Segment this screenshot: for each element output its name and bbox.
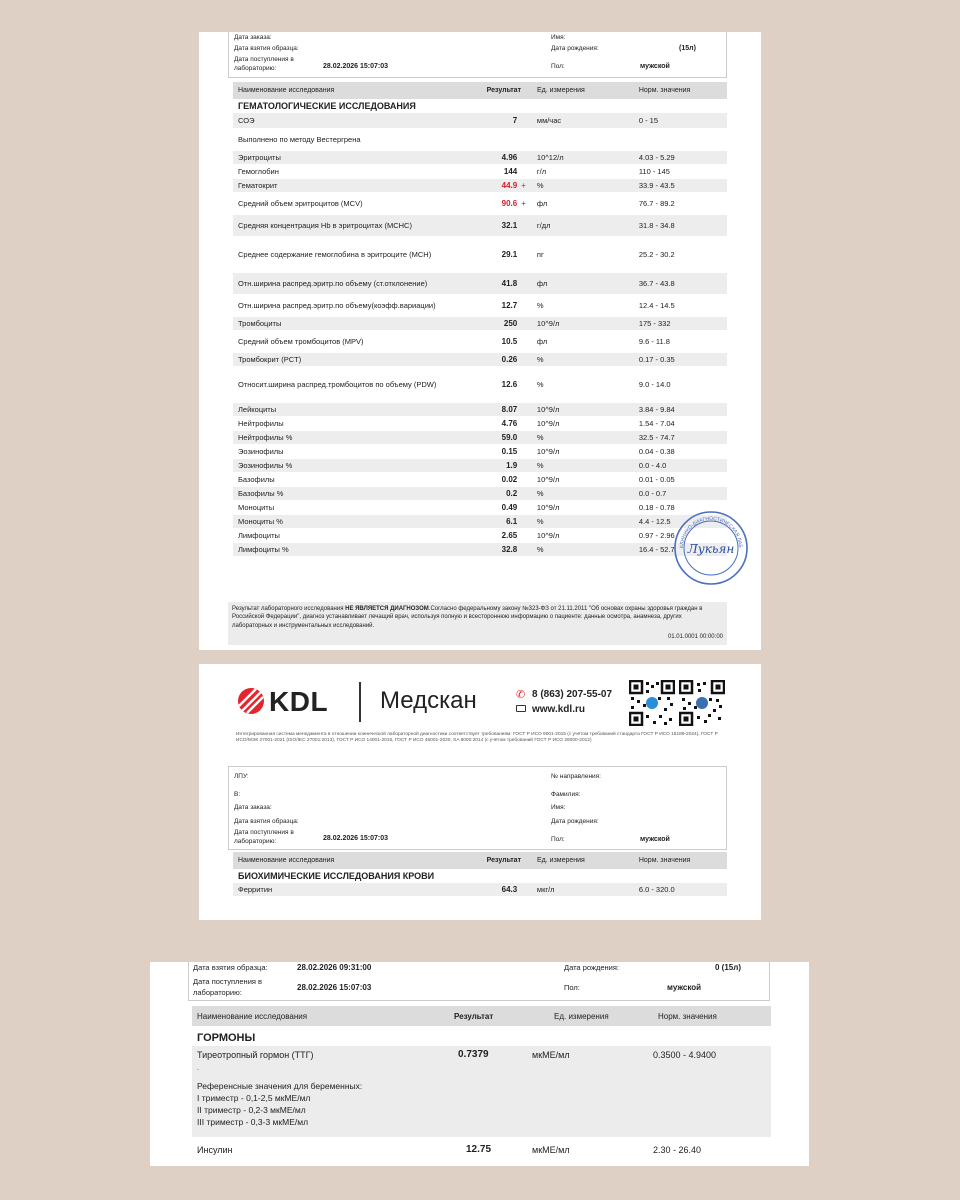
row-value: 59.0 — [501, 433, 518, 442]
row-name: Средний объем тромбоцитов (MPV) — [238, 337, 364, 346]
row-value: 250 — [503, 319, 518, 328]
row-name: Выполнено по методу Вестергрена — [238, 135, 361, 144]
row-value: 10.5 — [501, 337, 518, 346]
row-value: 12.6 — [501, 380, 518, 389]
table-row — [233, 543, 727, 557]
row-norm: 4.4 - 12.5 — [638, 517, 671, 526]
table-header — [192, 1006, 771, 1026]
row-unit: мм/час — [536, 116, 562, 125]
row-norm: 0.17 - 0.35 — [638, 355, 675, 364]
tsh-value: 0.7379 — [458, 1049, 489, 1060]
row-name: Нейтрофилы % — [238, 433, 293, 442]
v-label: В: — [234, 791, 241, 798]
row-norm: 0.01 - 0.05 — [638, 475, 675, 484]
results-table — [233, 82, 727, 557]
row-norm: 31.8 - 34.8 — [638, 221, 675, 230]
table-row — [233, 883, 727, 897]
row-value: 1.9 — [506, 461, 518, 470]
table-row — [233, 515, 727, 529]
section-title: ГЕМАТОЛОГИЧЕСКИЕ ИССЛЕДОВАНИЯ — [238, 101, 416, 111]
row-unit: 10^12/л — [536, 153, 564, 162]
row-value: 4.96 — [501, 153, 518, 162]
table-row — [233, 331, 727, 353]
table-row — [233, 431, 727, 445]
brand-kdl: KDL — [269, 686, 329, 717]
header-result: Результат — [454, 1011, 494, 1021]
row-unit: 10^9/л — [536, 419, 560, 428]
row-unit: пг — [536, 250, 544, 259]
lab-received-label: Дата поступления в — [234, 829, 294, 836]
sex-value: мужской — [640, 63, 670, 70]
row-norm: 0.18 - 0.78 — [638, 503, 675, 512]
patient-info-box — [228, 766, 727, 850]
table-row — [233, 317, 727, 331]
header-name: Наименование исследования — [238, 857, 335, 864]
table-row — [233, 445, 727, 459]
results-rows — [233, 113, 727, 557]
trimester-3: III триместр - 0,3-3 мкМЕ/мл — [197, 1117, 309, 1127]
row-norm: 110 - 145 — [638, 167, 670, 176]
sex-label: Пол: — [551, 63, 565, 70]
row-name: Отн.ширина распред.эритр.по объему(коэфф.вариации) — [238, 301, 436, 310]
row-norm: 175 - 332 — [638, 319, 671, 328]
name-label: Имя: — [551, 34, 566, 41]
phone-number: 8 (863) 207-55-07 — [532, 689, 613, 700]
header-norm: Норм. значения — [658, 1011, 717, 1021]
insulin-norm: 2.30 - 26.40 — [653, 1145, 702, 1155]
row-norm: 1.54 - 7.04 — [638, 419, 675, 428]
row-value: 44.9 — [501, 181, 518, 190]
row-unit: 10^9/л — [536, 447, 560, 456]
sample-date-label: Дата взятия образца: — [234, 818, 299, 825]
table-row — [233, 237, 727, 273]
table-row — [233, 367, 727, 403]
row-name: Моноциты — [238, 503, 275, 512]
row-unit: % — [536, 545, 544, 554]
table-header — [233, 852, 727, 869]
lab-received-label: Дата поступления в — [193, 977, 263, 986]
row-unit: % — [536, 355, 544, 364]
insulin-value: 12.75 — [466, 1144, 492, 1155]
row-flag: + — [521, 199, 526, 208]
row-name: Эозинофилы % — [238, 461, 293, 470]
row-value: 29.1 — [501, 250, 518, 259]
row-unit: г/дл — [536, 221, 551, 230]
row-unit: % — [536, 380, 544, 389]
row-name: СОЭ — [238, 116, 255, 125]
row-value: 144 — [503, 167, 518, 176]
row-value: 0.2 — [506, 489, 518, 498]
row-value: 2.65 — [501, 531, 518, 540]
row-value: 0.02 — [501, 475, 518, 484]
row-norm: 36.7 - 43.8 — [638, 279, 675, 288]
website: www.kdl.ru — [532, 704, 585, 715]
row-value: 7 — [512, 116, 518, 125]
row-value: 0.26 — [501, 355, 518, 364]
tsh-name: Тиреотропный гормон (ТТГ) — [197, 1050, 314, 1060]
table-row — [233, 529, 727, 543]
row-norm: 0.04 - 0.38 — [638, 447, 675, 456]
row-name: Лимфоциты — [238, 531, 280, 540]
row-unit: фл — [536, 199, 548, 208]
table-row — [233, 473, 727, 487]
table-row — [233, 179, 727, 193]
sex-label: Пол: — [564, 983, 580, 992]
table-row — [233, 459, 727, 473]
row-name: Средняя концентрация Hb в эритроцитах (MCHC) — [238, 221, 412, 230]
row-norm: 25.2 - 30.2 — [638, 250, 675, 259]
results-table — [233, 852, 727, 897]
table-row — [233, 273, 727, 295]
svg-text:КЛИНИКО-ДИАГНОСТИЧЕСКАЯ ЛАБОРА: КЛИНИКО-ДИАГНОСТИЧЕСКАЯ ЛАБ — [678, 515, 744, 549]
row-value: 12.7 — [501, 301, 518, 310]
patient-info-box — [188, 962, 770, 1001]
header-unit: Ед. измерения — [554, 1011, 609, 1021]
row-unit: % — [536, 301, 544, 310]
telegram-qr-icon — [629, 680, 675, 726]
birth-label: Дата рождения: — [564, 963, 619, 972]
tsh-norm: 0.3500 - 4.9400 — [653, 1050, 717, 1060]
lpu-label: ЛПУ: — [234, 773, 249, 780]
header-norm: Норм. значения — [638, 857, 691, 864]
row-name: Моноциты % — [238, 517, 283, 526]
table-row — [233, 215, 727, 237]
phone-icon: ✆ — [516, 689, 526, 701]
table-row — [233, 193, 727, 215]
table-row — [233, 353, 727, 367]
lab-received-label: Дата поступления в — [234, 56, 294, 63]
row-norm: 0 - 15 — [638, 116, 658, 125]
row-name: Тромбоциты — [238, 319, 282, 328]
row-value: 8.07 — [501, 405, 518, 414]
row-norm: 76.7 - 89.2 — [638, 199, 675, 208]
row-norm: 4.03 - 5.29 — [638, 153, 675, 162]
header-result: Результат — [486, 87, 522, 94]
tsh-unit: мкМЕ/мл — [532, 1050, 570, 1060]
row-unit: 10^9/л — [536, 405, 560, 414]
header-norm: Норм. значения — [638, 87, 691, 94]
row-value: 32.8 — [501, 545, 518, 554]
vk-qr-icon — [679, 680, 725, 726]
row-norm: 0.0 - 0.7 — [638, 489, 667, 498]
row-name: Базофилы % — [238, 489, 284, 498]
monitor-icon — [516, 705, 526, 712]
pregnancy-title: Референсные значения для беременных: — [197, 1081, 363, 1091]
brand-divider — [359, 682, 361, 722]
birth-label: Дата рождения: — [551, 818, 599, 825]
sample-date-value: 28.02.2026 09:31:00 — [297, 963, 372, 972]
sex-value: мужской — [667, 983, 702, 992]
row-name: Гематокрит — [238, 181, 278, 190]
order-date-label: Дата заказа: — [234, 804, 272, 811]
lab-received-label-2: лабораторию: — [234, 838, 277, 845]
row-name: Нейтрофилы — [238, 419, 284, 428]
table-row — [233, 151, 727, 165]
row-value: 41.8 — [501, 279, 518, 288]
row-value: 4.76 — [501, 419, 518, 428]
table-row — [233, 113, 727, 129]
table-row — [233, 487, 727, 501]
row-name: Отн.ширина распред.эритр.по объему (ст.отклонение) — [238, 279, 428, 288]
order-date-label: Дата заказа: — [234, 34, 272, 41]
header-unit: Ед. измерения — [537, 857, 585, 864]
header-unit: Ед. измерения — [537, 87, 585, 94]
row-name: Ферритин — [238, 885, 273, 894]
footer-code: 01.01.0001 00:00:00 — [667, 634, 723, 641]
birth-value: (15л) — [679, 45, 696, 52]
pregnancy-refs — [197, 1080, 362, 1128]
row-unit: % — [536, 517, 544, 526]
row-name: Относит.ширина распред.тромбоцитов по объему (PDW) — [238, 380, 437, 389]
trimester-2: II триместр - 0,2-3 мкМЕ/мл — [197, 1105, 306, 1115]
hematology-sheet — [199, 32, 761, 650]
row-norm: 3.84 - 9.84 — [638, 405, 675, 414]
table-header — [233, 82, 727, 99]
biochemistry-sheet — [199, 664, 761, 920]
row-norm: 9.6 - 11.8 — [638, 337, 670, 346]
row-norm: 9.0 - 14.0 — [638, 380, 671, 389]
table-row — [233, 501, 727, 515]
lab-received-label-2: лабораторию: — [234, 65, 277, 72]
signature: Лукьян — [687, 542, 735, 556]
row-value: 90.6 — [501, 199, 518, 208]
direction-label: № направления: — [551, 773, 601, 780]
row-unit: 10^9/л — [536, 531, 560, 540]
row-name: Эозинофилы — [238, 447, 284, 456]
birth-label: Дата рождения: — [551, 45, 599, 52]
row-unit: мкг/л — [536, 885, 555, 894]
row-name: Базофилы — [238, 475, 275, 484]
table-row — [233, 295, 727, 317]
hormones-sheet — [150, 962, 809, 1166]
row-unit: % — [536, 433, 544, 442]
sample-date-label: Дата взятия образца: — [193, 963, 268, 972]
lab-received-value: 28.02.2026 15:07:03 — [323, 63, 388, 70]
tsh-block — [192, 1046, 771, 1137]
table-row — [233, 165, 727, 179]
row-name: Лимфоциты % — [238, 545, 289, 554]
row-unit: % — [536, 461, 544, 470]
brand-medscan: Медскан — [380, 687, 477, 714]
header-result: Результат — [486, 857, 522, 864]
row-norm: 0.0 - 4.0 — [638, 461, 667, 470]
lab-received-label-2: лабораторию: — [193, 988, 242, 997]
name-label: Имя: — [551, 804, 566, 811]
insulin-name: Инсулин — [197, 1145, 233, 1155]
table-row — [233, 417, 727, 431]
row-norm: 16.4 - 52.7 — [638, 545, 675, 554]
tsh-dot: . — [197, 1065, 199, 1072]
row-norm: 0.97 - 2.96 — [638, 531, 675, 540]
row-name: Гемоглобин — [238, 167, 279, 176]
row-unit: 10^9/л — [536, 319, 560, 328]
sex-label: Пол: — [551, 836, 565, 843]
row-unit: % — [536, 181, 544, 190]
header-name: Наименование исследования — [238, 87, 335, 94]
birth-value: 0 (15л) — [715, 963, 741, 972]
row-unit: 10^9/л — [536, 503, 560, 512]
row-unit: % — [536, 489, 544, 498]
section-title: ГОРМОНЫ — [197, 1032, 256, 1044]
row-norm: 6.0 - 320.0 — [638, 885, 675, 894]
surname-label: Фамилия: — [551, 791, 581, 798]
row-value: 0.15 — [501, 447, 518, 456]
row-name: Тромбокрит (PCT) — [238, 355, 302, 364]
row-name: Средний объем эритроцитов (MCV) — [238, 199, 363, 208]
row-norm: 33.9 - 43.5 — [638, 181, 675, 190]
kdl-logo-icon — [236, 686, 266, 716]
row-unit: фл — [536, 279, 548, 288]
row-value: 64.3 — [501, 885, 518, 894]
row-value: 32.1 — [501, 221, 518, 230]
row-flag: + — [521, 181, 526, 190]
row-name: Среднее содержание гемоглобина в эритроците (MCH) — [238, 250, 432, 259]
lab-stamp — [671, 508, 751, 588]
standards-text: Интегрированная система менеджмента в отношении клинической лабораторной диагностики соответствует требованиям: ГОСТ Р ИСО 9001-2015 (с учётом требований стандарта ГОСТ Р ИСО 15189-2024), ГОСТ Р ИСО/МЭК 27001-2021 (ISO/IEC 27001:2013), ГОСТ Р ИСО 14001-2016, ГОСТ Р ИСО 45001-2020, SA 8000:2014 (с учётом требований ГОСТ Р ИСО 26000-2012) — [236, 732, 718, 744]
results-table — [192, 1006, 771, 1163]
table-row — [233, 403, 727, 417]
row-value: 6.1 — [506, 517, 518, 526]
patient-info-box — [228, 32, 727, 78]
trimester-1: I триместр - 0,1-2,5 мкМЕ/мл — [197, 1093, 311, 1103]
row-norm: 12.4 - 14.5 — [638, 301, 675, 310]
table-row — [233, 129, 727, 151]
lab-received-value: 28.02.2026 15:07:03 — [323, 835, 388, 842]
row-unit: 10^9/л — [536, 475, 560, 484]
row-norm: 32.5 - 74.7 — [638, 433, 675, 442]
row-name: Лейкоциты — [238, 405, 277, 414]
lab-received-value: 28.02.2026 15:07:03 — [297, 983, 372, 992]
sample-date-label: Дата взятия образца: — [234, 45, 299, 52]
section-title: БИОХИМИЧЕСКИЕ ИССЛЕДОВАНИЯ КРОВИ — [238, 871, 435, 881]
row-unit: г/л — [536, 167, 547, 176]
insulin-unit: мкМЕ/мл — [532, 1145, 570, 1155]
row-name: Эритроциты — [238, 153, 281, 162]
row-value: 0.49 — [501, 503, 518, 512]
sex-value: мужской — [640, 836, 670, 843]
header-name: Наименование исследования — [197, 1011, 308, 1021]
row-unit: фл — [536, 337, 548, 346]
disclaimer: Результат лабораторного исследования НЕ ЯВЛЯЕТСЯ ДИАГНОЗОМ.Согласно федеральному закону №323-ФЗ от 21.11.2011 "Об основах охраны здоровья граждан в Российской Федерации", диагноз устанавливает лечащий врач, используя полную и всестороннюю информацию о пациенте: данные осмотра, анамнеза, других лабораторных и инструментальных исследований. 01.01.0001 00:00:00 — [228, 602, 727, 645]
insulin-row — [192, 1137, 771, 1163]
